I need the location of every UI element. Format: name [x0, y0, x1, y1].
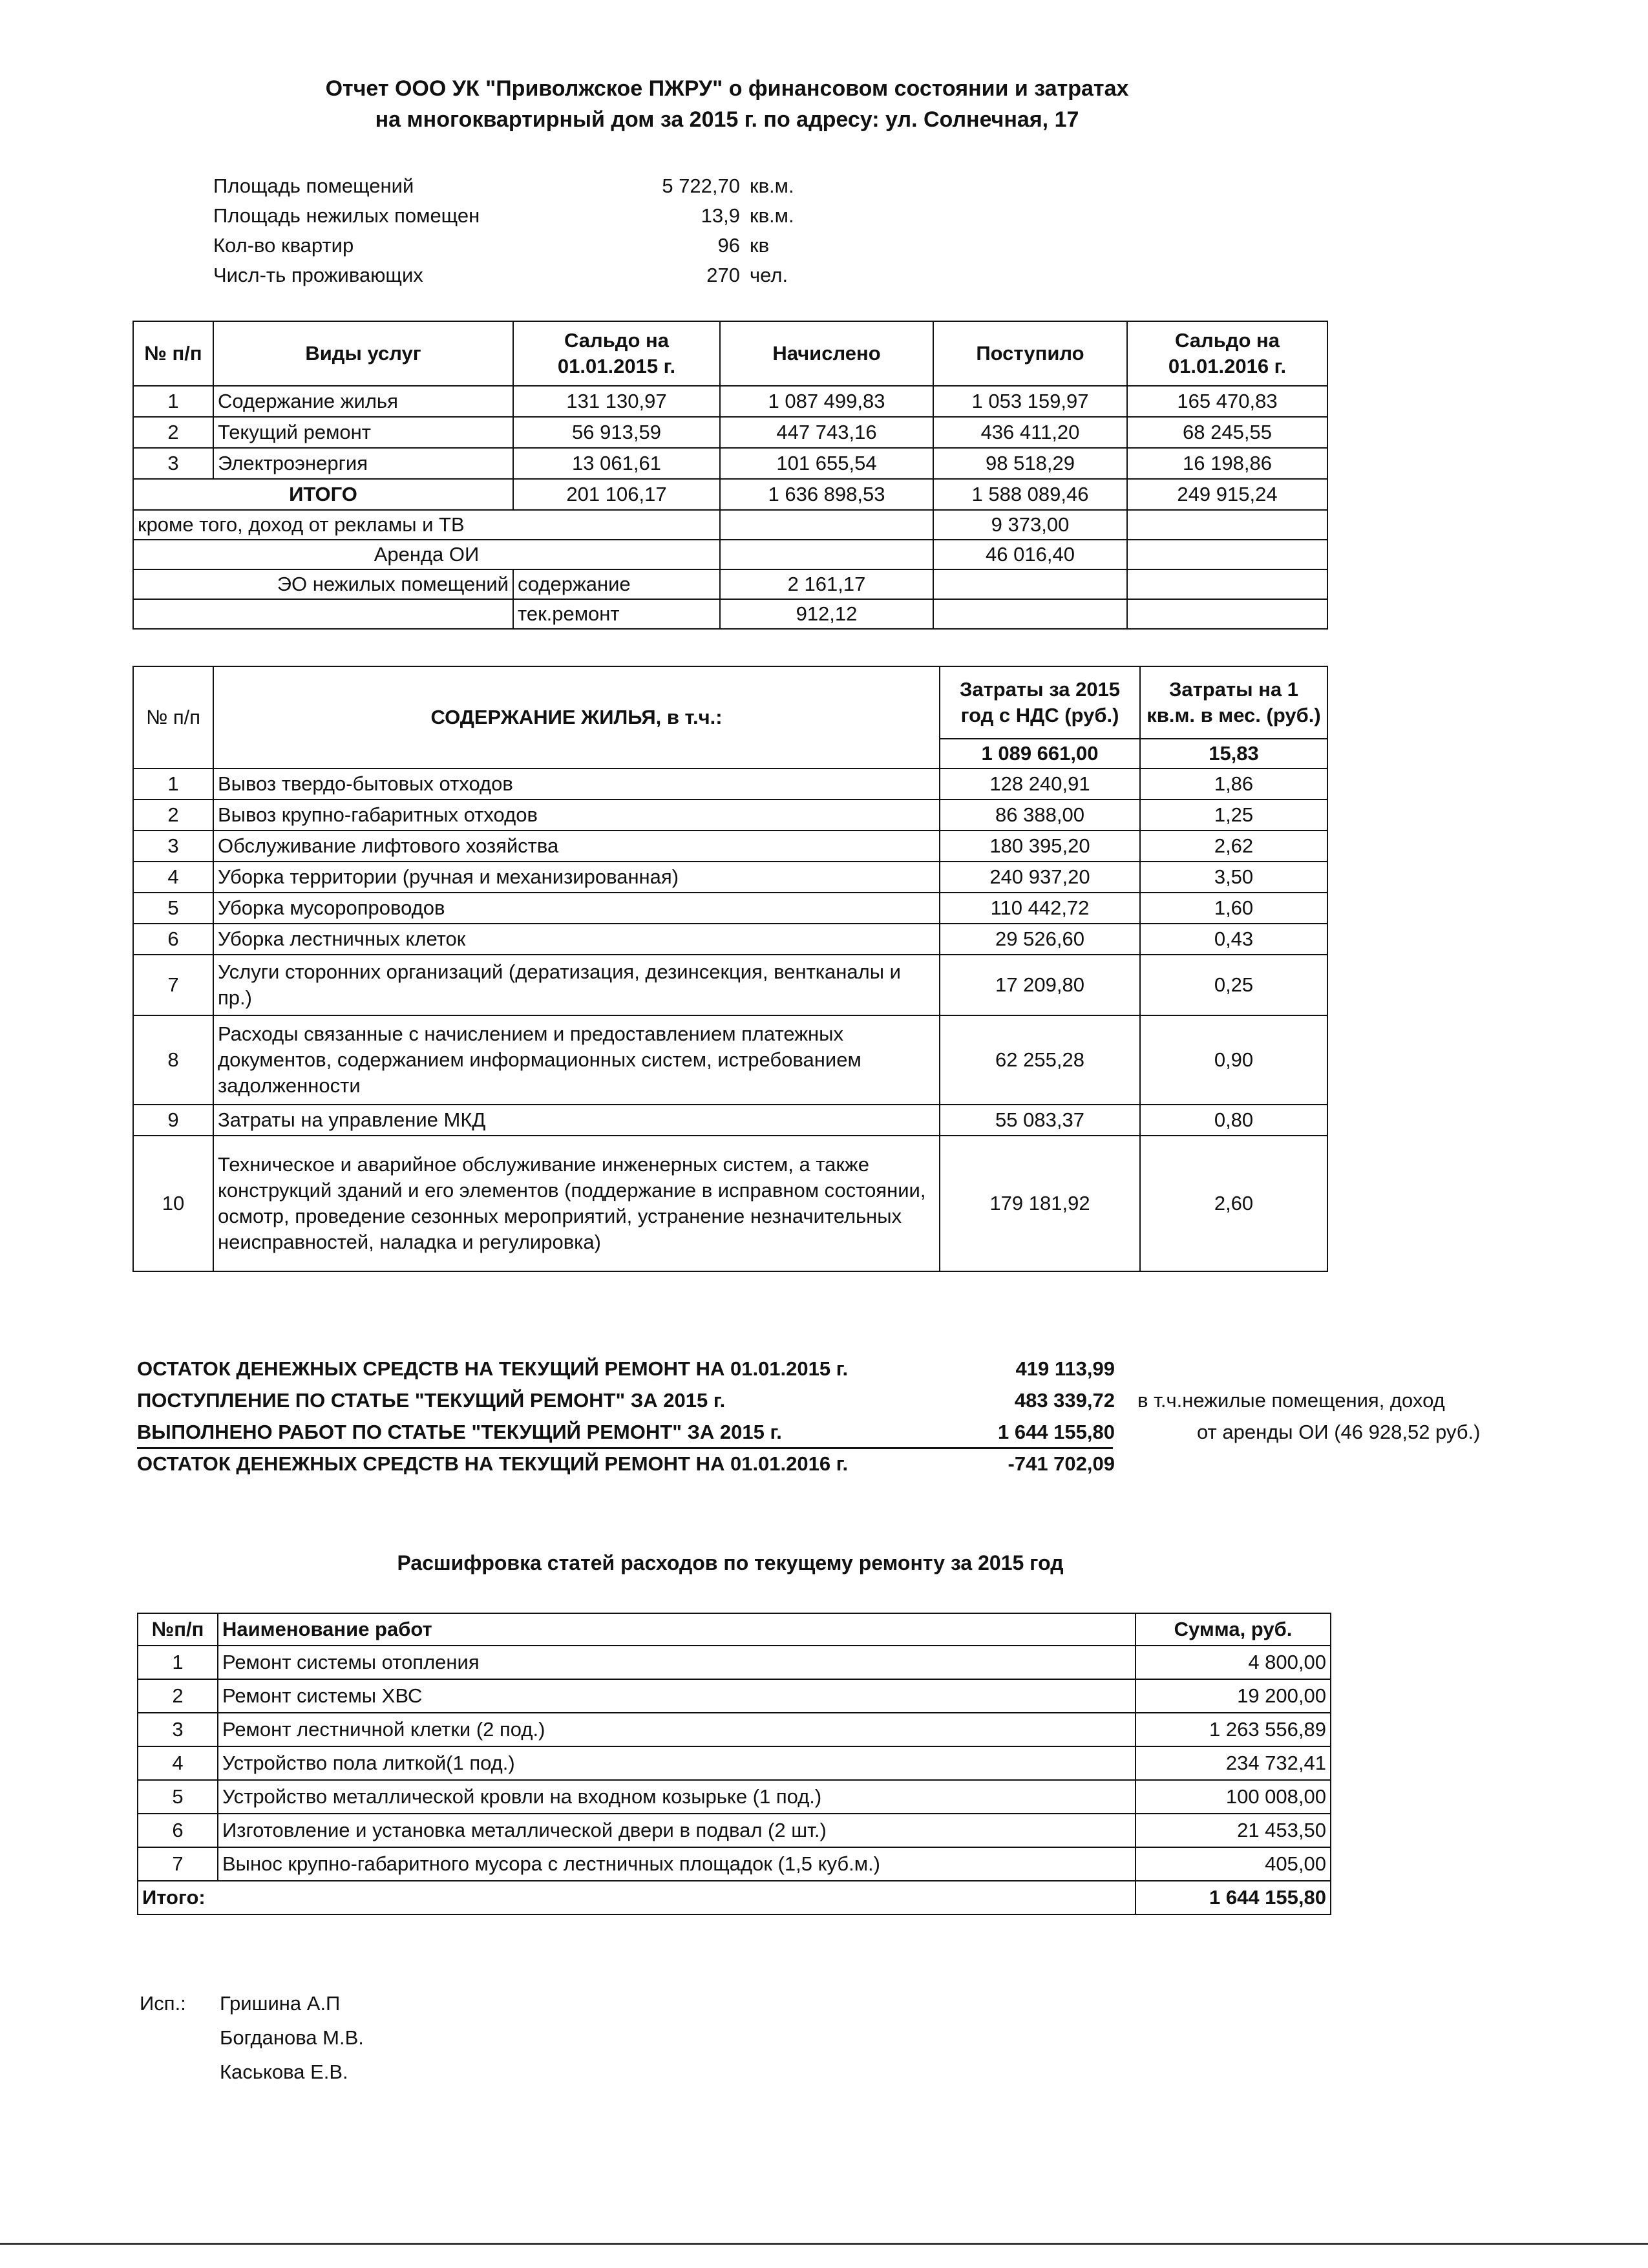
- repair-table: [137, 1613, 1331, 1915]
- table-row: [138, 1814, 1331, 1847]
- row-cost: 180 395,20: [940, 831, 1140, 862]
- nonres-maint-label: содержание: [513, 569, 720, 599]
- row-name: Уборка мусоропроводов: [213, 893, 940, 924]
- info-value: 270: [706, 264, 740, 286]
- rent-income-value: 46 016,40: [933, 540, 1127, 569]
- col-header-num: № п/п: [133, 666, 213, 768]
- row-saldo-end: 16 198,86: [1127, 448, 1327, 479]
- row-charged: 447 743,16: [720, 417, 933, 448]
- row-name: Уборка территории (ручная и механизированная): [213, 862, 940, 893]
- row-work-name: Ремонт лестничной клетки (2 под.): [218, 1713, 1136, 1746]
- ads-income-label: кроме того, доход от рекламы и ТВ: [133, 510, 720, 540]
- row-per-m2: 1,60: [1140, 893, 1327, 924]
- row-cost: 128 240,91: [940, 768, 1140, 800]
- rent-income-label: Аренда ОИ: [133, 540, 720, 569]
- empty-cell: [1127, 510, 1327, 540]
- row-name: Вывоз крупно-габаритных отходов: [213, 800, 940, 831]
- row-num: 10: [133, 1136, 213, 1271]
- summary-value: 419 113,99: [1015, 1357, 1115, 1380]
- finance-table: [132, 321, 1328, 630]
- row-sum: 405,00: [1136, 1847, 1331, 1881]
- row-service: Текущий ремонт: [213, 417, 513, 448]
- table-row: [133, 417, 1327, 448]
- row-sum: 21 453,50: [1136, 1814, 1331, 1847]
- row-service: Электроэнергия: [213, 448, 513, 479]
- row-per-m2: 0,80: [1140, 1105, 1327, 1136]
- row-num: 1: [138, 1646, 218, 1679]
- row-num: 2: [133, 800, 213, 831]
- summary-value: -741 702,09: [1008, 1452, 1115, 1475]
- row-received: 98 518,29: [933, 448, 1127, 479]
- signature-name: Гришина А.П: [220, 1992, 341, 2015]
- table-row: [133, 768, 1327, 800]
- maintenance-total-cost: 1 089 661,00: [940, 739, 1140, 768]
- row-num: 4: [133, 862, 213, 893]
- table-row: [133, 862, 1327, 893]
- table-row: [138, 1679, 1331, 1713]
- table-row: [138, 1713, 1331, 1746]
- col-header-service: Виды услуг: [213, 321, 513, 386]
- repair-total-label: Итого:: [138, 1881, 1136, 1914]
- row-cost: 62 255,28: [940, 1015, 1140, 1105]
- row-num: 1: [133, 386, 213, 417]
- ads-income-row: [133, 510, 1327, 540]
- table-row: [133, 448, 1327, 479]
- row-per-m2: 2,60: [1140, 1136, 1327, 1271]
- signature-name: Каськова Е.В.: [220, 2061, 348, 2083]
- finance-header-row: [133, 321, 1327, 386]
- total-saldo-end: 249 915,24: [1127, 479, 1327, 510]
- signature-name: Богданова М.В.: [220, 2026, 364, 2049]
- col-header-saldo-start: Сальдо на 01.01.2015 г.: [513, 321, 720, 386]
- maintenance-total-per-m2: 15,83: [1140, 739, 1327, 768]
- info-unit: кв.м.: [750, 204, 794, 227]
- summary-value: 483 339,72: [1014, 1389, 1115, 1412]
- col-header-num: №п/п: [138, 1613, 218, 1646]
- row-per-m2: 0,43: [1140, 924, 1327, 955]
- table-row: [138, 1746, 1331, 1780]
- table-row: [133, 831, 1327, 862]
- row-per-m2: 1,25: [1140, 800, 1327, 831]
- row-cost: 110 442,72: [940, 893, 1140, 924]
- col-header-work-name: Наименование работ: [218, 1613, 1136, 1646]
- info-unit: чел.: [750, 264, 788, 286]
- row-work-name: Вынос крупно-габаритного мусора с лестничных площадок (1,5 куб.м.): [218, 1847, 1136, 1881]
- row-work-name: Ремонт системы отопления: [218, 1646, 1136, 1679]
- summary-label: ВЫПОЛНЕНО РАБОТ ПО СТАТЬЕ "ТЕКУЩИЙ РЕМОНТ" ЗА 2015 г.: [137, 1421, 782, 1443]
- row-num: 8: [133, 1015, 213, 1105]
- row-name: Услуги сторонних организаций (дератизация, дезинсекция, вентканалы и пр.): [213, 955, 940, 1015]
- income-note-line-1: в т.ч.нежилые помещения, доход: [1137, 1389, 1445, 1412]
- income-note-line-2: от аренды ОИ (46 928,52 руб.): [1197, 1421, 1481, 1443]
- row-sum: 19 200,00: [1136, 1679, 1331, 1713]
- repair-total-sum: 1 644 155,80: [1136, 1881, 1331, 1914]
- empty-cell: [933, 569, 1127, 599]
- nonres-repair-row: [133, 599, 1327, 629]
- row-name: Уборка лестничных клеток: [213, 924, 940, 955]
- col-header-num: № п/п: [133, 321, 213, 386]
- row-num: 7: [133, 955, 213, 1015]
- row-name: Затраты на управление МКД: [213, 1105, 940, 1136]
- total-charged: 1 636 898,53: [720, 479, 933, 510]
- row-cost: 179 181,92: [940, 1136, 1140, 1271]
- row-sum: 100 008,00: [1136, 1780, 1331, 1814]
- row-num: 7: [138, 1847, 218, 1881]
- summary-label: ОСТАТОК ДЕНЕЖНЫХ СРЕДСТВ НА ТЕКУЩИЙ РЕМОНТ НА 01.01.2016 г.: [137, 1452, 849, 1475]
- col-header-saldo-end: Сальдо на 01.01.2016 г.: [1127, 321, 1327, 386]
- col-header-per-m2: Затраты на 1 кв.м. в мес. (руб.): [1140, 666, 1327, 739]
- repair-breakdown-title: Расшифровка статей расходов по текущему ремонту за 2015 год: [397, 1551, 1064, 1574]
- page-bottom-rule: [0, 2243, 1648, 2245]
- nonres-repair-label: тек.ремонт: [513, 599, 720, 629]
- finance-total-row: [133, 479, 1327, 510]
- row-saldo-start: 13 061,61: [513, 448, 720, 479]
- repair-header-row: [138, 1613, 1331, 1646]
- row-per-m2: 0,25: [1140, 955, 1327, 1015]
- row-saldo-start: 131 130,97: [513, 386, 720, 417]
- nonres-repair-value: 912,12: [720, 599, 933, 629]
- total-label: ИТОГО: [133, 479, 513, 510]
- row-num: 9: [133, 1105, 213, 1136]
- col-header-maintenance: СОДЕРЖАНИЕ ЖИЛЬЯ, в т.ч.:: [213, 666, 940, 768]
- total-saldo-start: 201 106,17: [513, 479, 720, 510]
- row-charged: 101 655,54: [720, 448, 933, 479]
- row-num: 6: [138, 1814, 218, 1847]
- row-sum: 4 800,00: [1136, 1646, 1331, 1679]
- empty-cell: [720, 510, 933, 540]
- info-label: Площадь нежилых помещен: [213, 204, 480, 227]
- table-row: [133, 1136, 1327, 1271]
- info-unit: кв.м.: [750, 175, 794, 197]
- info-label: Кол-во квартир: [213, 234, 354, 257]
- table-row: [138, 1646, 1331, 1679]
- table-row: [133, 955, 1327, 1015]
- empty-cell: [1127, 569, 1327, 599]
- report-title-line-2: на многоквартирный дом за 2015 г. по адресу: ул. Солнечная, 17: [375, 107, 1079, 132]
- row-name: Расходы связанные с начислением и предоставлением платежных документов, содержанием информационных систем, истребованием задолженности: [213, 1015, 940, 1105]
- row-per-m2: 1,86: [1140, 768, 1327, 800]
- signatures-label: Исп.:: [140, 1992, 186, 2015]
- row-per-m2: 0,90: [1140, 1015, 1327, 1105]
- row-received: 1 053 159,97: [933, 386, 1127, 417]
- empty-cell: [1127, 540, 1327, 569]
- row-cost: 17 209,80: [940, 955, 1140, 1015]
- row-num: 6: [133, 924, 213, 955]
- rent-income-row: [133, 540, 1327, 569]
- row-num: 5: [138, 1780, 218, 1814]
- row-name: Техническое и аварийное обслуживание инженерных систем, а также конструкций зданий и его элементов (поддержание в исправном состоянии, осмотр, проведение сезонных мероприятий, устранение незначительных неисправностей, наладка и регулировка): [213, 1136, 940, 1271]
- empty-cell: [933, 599, 1127, 629]
- row-name: Обслуживание лифтового хозяйства: [213, 831, 940, 862]
- row-cost: 29 526,60: [940, 924, 1140, 955]
- repair-total-row: [138, 1881, 1331, 1914]
- info-unit: кв: [750, 234, 770, 257]
- row-work-name: Устройство металлической кровли на входном козырьке (1 под.): [218, 1780, 1136, 1814]
- row-sum: 1 263 556,89: [1136, 1713, 1331, 1746]
- table-row: [133, 893, 1327, 924]
- maintenance-header-row: [133, 666, 1327, 739]
- empty-cell: [133, 599, 513, 629]
- summary-label: ОСТАТОК ДЕНЕЖНЫХ СРЕДСТВ НА ТЕКУЩИЙ РЕМОНТ НА 01.01.2015 г.: [137, 1357, 849, 1380]
- row-saldo-start: 56 913,59: [513, 417, 720, 448]
- nonres-maint-value: 2 161,17: [720, 569, 933, 599]
- row-num: 4: [138, 1746, 218, 1780]
- col-header-sum: Сумма, руб.: [1136, 1613, 1331, 1646]
- row-num: 2: [133, 417, 213, 448]
- empty-cell: [1127, 599, 1327, 629]
- row-work-name: Устройство пола литкой(1 под.): [218, 1746, 1136, 1780]
- row-num: 2: [138, 1679, 218, 1713]
- info-value: 5 722,70: [662, 175, 740, 197]
- row-sum: 234 732,41: [1136, 1746, 1331, 1780]
- nonres-label: ЭО нежилых помещений: [133, 569, 513, 599]
- row-service: Содержание жилья: [213, 386, 513, 417]
- summary-value: 1 644 155,80: [997, 1421, 1115, 1443]
- row-work-name: Ремонт системы ХВС: [218, 1679, 1136, 1713]
- row-saldo-end: 165 470,83: [1127, 386, 1327, 417]
- col-header-charged: Начислено: [720, 321, 933, 386]
- row-work-name: Изготовление и установка металлической двери в подвал (2 шт.): [218, 1814, 1136, 1847]
- row-num: 3: [133, 831, 213, 862]
- total-received: 1 588 089,46: [933, 479, 1127, 510]
- table-row: [133, 800, 1327, 831]
- summary-label: ПОСТУПЛЕНИЕ ПО СТАТЬЕ "ТЕКУЩИЙ РЕМОНТ" ЗА 2015 г.: [137, 1389, 726, 1412]
- table-row: [133, 386, 1327, 417]
- row-cost: 86 388,00: [940, 800, 1140, 831]
- row-per-m2: 2,62: [1140, 831, 1327, 862]
- nonres-maint-row: [133, 569, 1327, 599]
- row-num: 3: [133, 448, 213, 479]
- row-charged: 1 087 499,83: [720, 386, 933, 417]
- row-received: 436 411,20: [933, 417, 1127, 448]
- col-header-cost: Затраты за 2015 год с НДС (руб.): [940, 666, 1140, 739]
- table-row: [133, 924, 1327, 955]
- info-label: Площадь помещений: [213, 175, 414, 197]
- col-header-received: Поступило: [933, 321, 1127, 386]
- table-row: [133, 1015, 1327, 1105]
- row-name: Вывоз твердо-бытовых отходов: [213, 768, 940, 800]
- maintenance-table: [132, 666, 1328, 1272]
- report-title-line-1: Отчет ООО УК "Приволжское ПЖРУ" о финансовом состоянии и затратах: [325, 76, 1129, 101]
- empty-cell: [720, 540, 933, 569]
- table-row: [138, 1780, 1331, 1814]
- table-row: [133, 1105, 1327, 1136]
- row-num: 1: [133, 768, 213, 800]
- ads-income-value: 9 373,00: [933, 510, 1127, 540]
- row-per-m2: 3,50: [1140, 862, 1327, 893]
- info-value: 13,9: [701, 204, 740, 227]
- row-saldo-end: 68 245,55: [1127, 417, 1327, 448]
- row-num: 3: [138, 1713, 218, 1746]
- info-label: Числ-ть проживающих: [213, 264, 423, 286]
- table-row: [138, 1847, 1331, 1881]
- row-cost: 55 083,37: [940, 1105, 1140, 1136]
- info-value: 96: [717, 234, 740, 257]
- row-cost: 240 937,20: [940, 862, 1140, 893]
- row-num: 5: [133, 893, 213, 924]
